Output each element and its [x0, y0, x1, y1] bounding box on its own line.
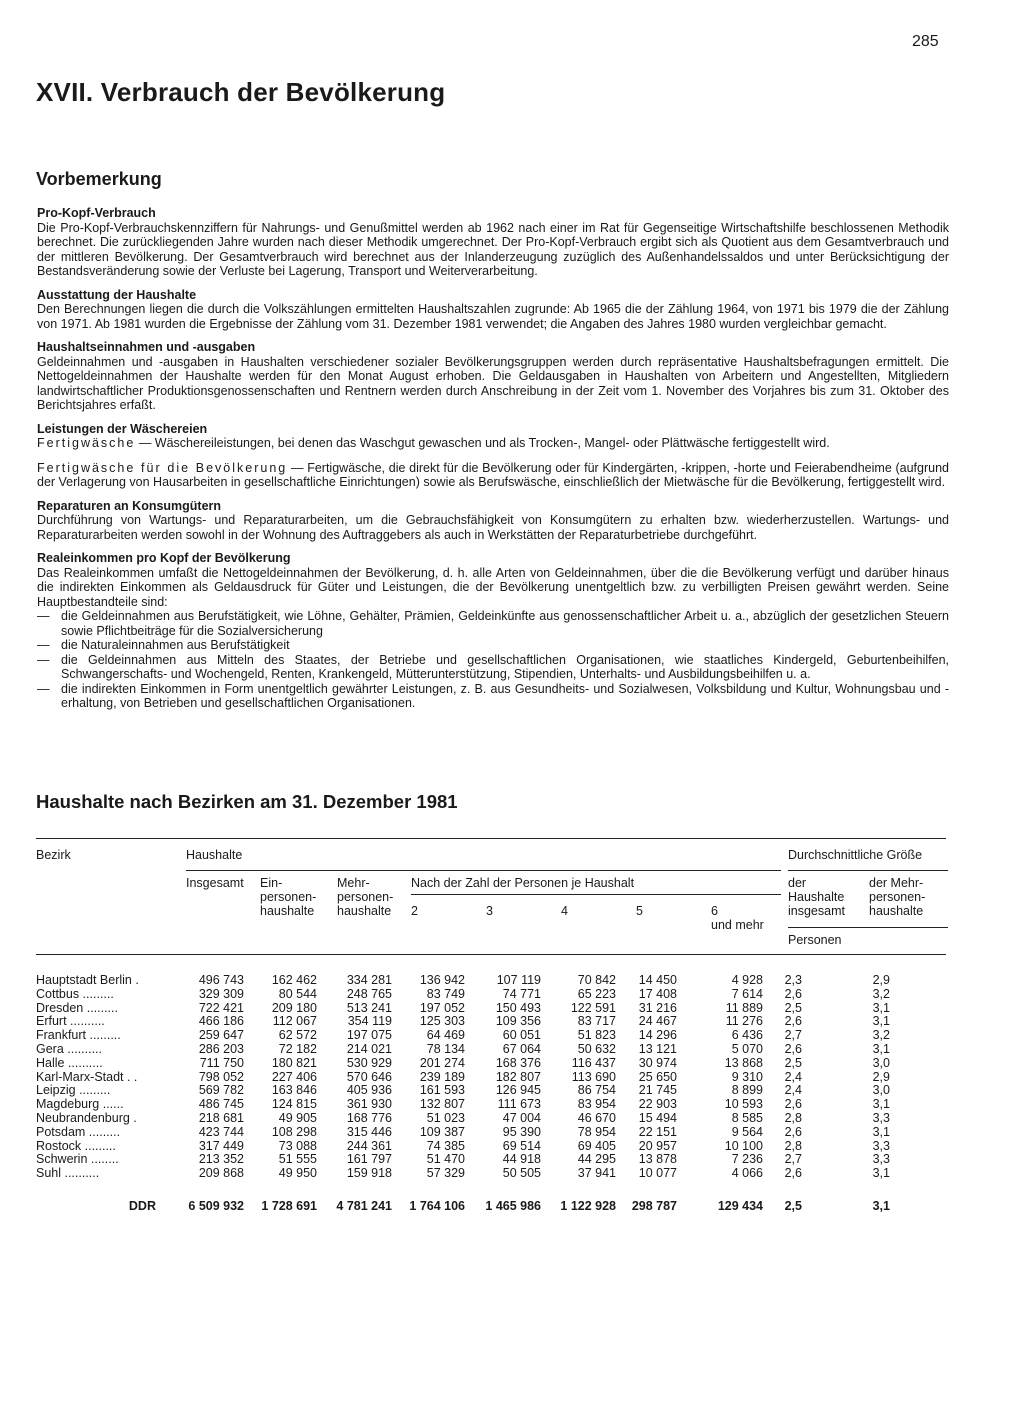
cell-avg-mehr: 3,3	[872, 1138, 890, 1153]
cell-avg-all: 2,8	[784, 1138, 802, 1153]
cell-p2: 51 470	[426, 1152, 465, 1167]
list-item: — die indirekten Einkommen in Form unentgeltlich gewährter Leistungen, z. B. aus Gesundheits- und Sozialwesen, Volksbildung und Kultur, Wohnungsbau und -erhaltung, von Betrieben und gesellschaftlichen Organisationen.	[37, 682, 949, 711]
cell-p3: 109 356	[495, 1014, 541, 1029]
cell-p3: 126 945	[495, 1083, 541, 1098]
cell-p6: 10 100	[724, 1138, 763, 1153]
cell-avg-all: 2,8	[784, 1110, 802, 1125]
cell-p5: 22 903	[638, 1097, 677, 1112]
col-header-d2: Haushalte	[788, 890, 845, 904]
cell-p3: 47 004	[502, 1110, 541, 1125]
cell-bezirk: Cottbus .........	[36, 986, 114, 1001]
cell-p6: 9 564	[731, 1124, 763, 1139]
cell-avg-all: 2,6	[784, 1124, 802, 1139]
col-header-durchschnitt: Durchschnittliche Größe	[788, 848, 923, 862]
note-ausstattung	[37, 288, 949, 332]
cell-p3: 74 771	[502, 986, 541, 1001]
table-row	[36, 1084, 948, 1098]
cell-p5: 22 151	[638, 1124, 677, 1139]
cell-p6: 4 066	[731, 1166, 763, 1181]
cell-p5: 13 878	[638, 1152, 677, 1167]
cell-p5: 24 467	[638, 1014, 677, 1029]
cell-avg-mehr: 3,0	[872, 1083, 890, 1098]
col-header-p4: 4	[561, 904, 568, 918]
cell-bezirk: Schwerin ........	[36, 1152, 119, 1167]
cell-p4: 83 717	[577, 1014, 616, 1029]
cell-avg-mehr: 3,1	[872, 1166, 890, 1181]
cell-avg-mehr: 3,2	[872, 986, 890, 1001]
term-definition: — Wäschereileistungen, bei denen das Waschgut gewaschen und als Trocken-, Mangel- oder Plättwäsche fertiggestellt wird.	[135, 436, 830, 450]
cell-bezirk: Suhl ..........	[36, 1166, 100, 1181]
col-header-p3: 3	[486, 904, 493, 918]
cell-p6: 11 276	[725, 1014, 763, 1029]
table-row	[36, 1167, 948, 1181]
cell-bezirk: Halle ..........	[36, 1055, 103, 1070]
cell-p3: 50 505	[502, 1166, 541, 1181]
col-header-personen: Personen	[788, 933, 842, 947]
list-item: — die Geldeinnahmen aus Mitteln des Staates, der Betriebe und gesellschaftlichen Organisationen, wie staatliches Kindergeld, Geburtenbeihilfen, Schwangerschafts- und Wochengeld, Renten, Krankengeld, Mütterunterstützung, Stipendien, Unterhalts- und Ausbildungsbeihilfen u. a.	[37, 653, 949, 682]
cell-mehrpersonen: 214 021	[346, 1041, 392, 1056]
table-row	[36, 1002, 948, 1016]
col-header-d1: der	[788, 876, 807, 890]
cell-avg-mehr: 3,2	[872, 1028, 890, 1043]
table-row	[36, 1015, 948, 1029]
cell-insgesamt: 329 309	[198, 986, 244, 1001]
col-header-ein: Ein-	[260, 876, 283, 890]
cell-avg-all: 2,4	[784, 1069, 802, 1084]
list-item: — die Naturaleinnahmen aus Berufstätigkeit	[37, 638, 949, 653]
cell-avg-mehr: 3,3	[872, 1110, 890, 1125]
note-text	[37, 461, 949, 490]
cell-p4: 116 437	[571, 1055, 616, 1070]
cell-bezirk: Neubrandenburg .	[36, 1110, 137, 1125]
cell-insgesamt: 317 449	[198, 1138, 244, 1153]
col-header-p2: 2	[411, 904, 418, 918]
cell-p4: 113 690	[571, 1069, 616, 1084]
cell-p5: 15 494	[638, 1110, 677, 1125]
cell-p2: 136 942	[419, 973, 465, 987]
cell-avg-all: 2,7	[784, 1152, 802, 1167]
cell-p3: 107 119	[496, 973, 541, 987]
cell-p2: 161 593	[419, 1083, 465, 1098]
total-avg-all: 2,5	[784, 1199, 802, 1213]
cell-p6: 11 889	[725, 1000, 763, 1015]
cell-p2: 132 807	[419, 1097, 465, 1112]
cell-p4: 78 954	[577, 1124, 616, 1139]
total-p2: 1 764 106	[409, 1199, 465, 1213]
cell-p2: 74 385	[426, 1138, 465, 1153]
note-text: Die Pro-Kopf-Verbrauchskennziffern für Nahrungs- und Genußmittel werden ab 1962 nach einer im Rat für Gegenseitige Wirtschaftshilfe beschlossenen Methodik berechnet. Die zurückliegenden Jahre wurden nach dieser Methodik umgerechnet. Der Pro-Kopf-Verbrauch ergibt sich als Quotient aus dem Gesamtverbrauch und der mittleren Bevölkerung. Der Gesamtverbrauch wird berechnet aus der Inlanderzeugung zuzüglich des Außenhandelssaldos und unter Berücksichtigung der Bestandsveränderung sowie der Verluste bei Lagerung, Transport und Weiterverarbeitung.	[37, 220, 949, 278]
cell-p3: 69 514	[502, 1138, 541, 1153]
col-header-p6b: und mehr	[711, 918, 764, 932]
col-header-insgesamt: Insgesamt	[186, 876, 244, 890]
table-row	[36, 1071, 948, 1085]
col-header-bezirk: Bezirk	[36, 848, 71, 862]
table-title: Haushalte nach Bezirken am 31. Dezember 1981	[36, 791, 458, 812]
note-text: Den Berechnungen liegen die durch die Volkszählungen ermittelten Haushaltszahlen zugrunde: Ab 1965 die der Zählung 1964, von 1971 bis 1979 die der Zählung von 1971. Ab 1981 wurden die Ergebnisse der Zählung vom 31. Dezember 1981 verwendet; die Angaben des Jahres 1980 wurden vergleichbar gemacht.	[37, 302, 949, 331]
table-row	[36, 988, 948, 1002]
cell-insgesamt: 259 647	[198, 1028, 244, 1043]
note-pro-kopf	[37, 206, 949, 279]
cell-avg-mehr: 2,9	[872, 973, 890, 987]
cell-p6: 6 436	[731, 1028, 763, 1043]
cell-insgesamt: 722 421	[198, 1000, 244, 1015]
cell-p3: 60 051	[502, 1028, 541, 1043]
cell-p2: 125 303	[419, 1014, 465, 1029]
cell-mehrpersonen: 570 646	[346, 1069, 392, 1084]
cell-mehrpersonen: 354 119	[347, 1014, 392, 1029]
chapter-title: XVII. Verbrauch der Bevölkerung	[36, 77, 446, 107]
cell-einpersonen: 73 088	[278, 1138, 317, 1153]
cell-p4: 70 842	[577, 973, 616, 987]
note-text	[37, 436, 949, 451]
cell-einpersonen: 227 406	[271, 1069, 317, 1084]
cell-p4: 122 591	[570, 1000, 616, 1015]
col-header-nach-zahl: Nach der Zahl der Personen je Haushalt	[411, 876, 635, 890]
cell-avg-all: 2,5	[784, 1055, 802, 1070]
cell-insgesamt: 486 745	[198, 1097, 244, 1112]
cell-p2: 64 469	[426, 1028, 465, 1043]
col-header-mehr: Mehr-	[337, 876, 370, 890]
total-p3: 1 465 986	[485, 1199, 541, 1213]
personen-rule	[788, 927, 948, 928]
haushalte-rule	[186, 870, 781, 871]
cell-avg-all: 2,7	[784, 1028, 802, 1043]
table-row	[36, 974, 948, 988]
cell-einpersonen: 180 821	[271, 1055, 317, 1070]
note-text: Geldeinnahmen und -ausgaben in Haushalten verschiedener sozialer Bevölkerungsgruppen werden durch repräsentative Haushaltsbefragungen ermittelt. Die Nettogeldeinnahmen der Haushalte werden für den Monat August erhoben. Die Geldausgaben in Haushalten von Arbeitern und Angestellten, Mitgliedern landwirtschaftlicher Produktionsgenossenschaften und Rentnern werden durch Anschreibung in der Zeit vom 1. November des Vorjahres bis zum 31. Oktober des Berichtsjahres erfaßt.	[37, 354, 949, 412]
cell-bezirk: Potsdam .........	[36, 1124, 121, 1139]
cell-einpersonen: 162 462	[271, 973, 317, 987]
cell-avg-mehr: 3,3	[872, 1152, 890, 1167]
cell-bezirk: Frankfurt .........	[36, 1028, 121, 1043]
cell-p4: 86 754	[577, 1083, 616, 1098]
table-row	[36, 1153, 948, 1167]
cell-p4: 46 670	[577, 1110, 616, 1125]
table-row	[36, 1043, 948, 1057]
total-p6: 129 434	[717, 1199, 763, 1213]
cell-p4: 51 823	[577, 1028, 616, 1043]
cell-p3: 111 673	[497, 1097, 541, 1112]
cell-insgesamt: 286 203	[198, 1041, 244, 1056]
cell-p6: 10 593	[724, 1097, 763, 1112]
note-heading: Realeinkommen pro Kopf der Bevölkerung	[37, 551, 291, 565]
cell-avg-mehr: 3,1	[872, 1041, 890, 1056]
cell-p5: 17 408	[638, 986, 677, 1001]
table-row	[36, 1112, 948, 1126]
table-top-rule	[36, 838, 946, 839]
cell-p2: 197 052	[419, 1000, 465, 1015]
cell-bezirk: Rostock .........	[36, 1138, 116, 1153]
note-realeinkommen	[37, 551, 949, 711]
table-row	[36, 1140, 948, 1154]
cell-insgesamt: 569 782	[198, 1083, 244, 1098]
cell-insgesamt: 466 186	[198, 1014, 244, 1029]
cell-mehrpersonen: 530 929	[346, 1055, 392, 1070]
cell-p6: 7 236	[731, 1152, 763, 1167]
table-row	[36, 1057, 948, 1071]
header-bottom-rule	[36, 954, 946, 955]
total-avg-mehr: 3,1	[872, 1199, 890, 1213]
total-einpersonen: 1 728 691	[261, 1199, 317, 1213]
note-heading: Ausstattung der Haushalte	[37, 287, 197, 302]
cell-p4: 37 941	[577, 1166, 616, 1181]
note-waeschereien	[37, 422, 949, 490]
cell-avg-mehr: 3,1	[872, 1097, 890, 1112]
cell-insgesamt: 213 352	[198, 1152, 244, 1167]
col-header-mehr3: haushalte	[337, 904, 392, 918]
durchschnitt-rule	[788, 870, 948, 871]
cell-p5: 14 296	[638, 1028, 677, 1043]
total-mehrpersonen: 4 781 241	[336, 1199, 392, 1213]
col-header-ein2: personen-	[260, 890, 317, 904]
cell-p3: 44 918	[502, 1152, 541, 1167]
cell-p6: 4 928	[731, 973, 763, 987]
cell-mehrpersonen: 244 361	[346, 1138, 392, 1153]
cell-mehrpersonen: 315 446	[346, 1124, 392, 1139]
cell-mehrpersonen: 161 797	[346, 1152, 392, 1167]
cell-insgesamt: 798 052	[198, 1069, 244, 1084]
cell-avg-mehr: 3,1	[872, 1014, 890, 1029]
cell-p6: 8 899	[731, 1083, 763, 1098]
cell-mehrpersonen: 361 930	[346, 1097, 392, 1112]
cell-p4: 44 295	[577, 1152, 616, 1167]
cell-einpersonen: 124 815	[271, 1097, 317, 1112]
cell-einpersonen: 49 905	[278, 1110, 317, 1125]
cell-p5: 10 077	[638, 1166, 677, 1181]
cell-bezirk: Hauptstadt Berlin .	[36, 973, 139, 987]
cell-einpersonen: 72 182	[278, 1041, 317, 1056]
component-list	[37, 609, 949, 711]
cell-p5: 20 957	[638, 1138, 677, 1153]
cell-insgesamt: 711 750	[199, 1055, 244, 1070]
cell-p6: 9 310	[731, 1069, 763, 1084]
note-text: Das Realeinkommen umfaßt die Nettogeldeinnahmen der Bevölkerung, d. h. alle Arten von Geldeinnahmen, über die die Bevölkerung verfügt und darüber hinaus die indirekten Einkommen als Geldausdruck für Güter und Leistungen, die der Bevölkerung unentgeltlich bzw. zu verbilligten Preisen gewährt werden. Seine Hauptbestandteile sind:	[37, 565, 949, 609]
cell-p3: 182 807	[495, 1069, 541, 1084]
cell-avg-all: 2,3	[784, 973, 802, 987]
cell-avg-mehr: 3,1	[872, 1000, 890, 1015]
cell-mehrpersonen: 168 776	[346, 1110, 392, 1125]
nach-zahl-rule	[411, 894, 781, 895]
cell-insgesamt: 218 681	[198, 1110, 244, 1125]
cell-bezirk: Dresden .........	[36, 1000, 118, 1015]
cell-insgesamt: 209 868	[198, 1166, 244, 1181]
cell-avg-all: 2,6	[784, 1097, 802, 1112]
cell-einpersonen: 108 298	[271, 1124, 317, 1139]
cell-mehrpersonen: 334 281	[346, 973, 392, 987]
cell-bezirk: Magdeburg ......	[36, 1097, 124, 1112]
term: Fertigwäsche für die Bevölkerung	[37, 460, 288, 475]
cell-avg-all: 2,6	[784, 1166, 802, 1181]
cell-bezirk: Leipzig .........	[36, 1083, 111, 1098]
note-heading: Reparaturen an Konsumgütern	[37, 498, 222, 513]
cell-einpersonen: 163 846	[271, 1083, 317, 1098]
cell-p5: 13 121	[638, 1041, 677, 1056]
cell-insgesamt: 496 743	[198, 973, 244, 987]
cell-einpersonen: 62 572	[278, 1028, 317, 1043]
cell-mehrpersonen: 248 765	[346, 986, 392, 1001]
cell-mehrpersonen: 197 075	[346, 1028, 392, 1043]
cell-p5: 31 216	[638, 1000, 677, 1015]
cell-p2: 109 387	[419, 1124, 465, 1139]
term: Fertigwäsche	[37, 436, 136, 450]
total-insgesamt: 6 509 932	[188, 1199, 244, 1213]
cell-p6: 8 585	[731, 1110, 763, 1125]
cell-p3: 67 064	[502, 1041, 541, 1056]
cell-mehrpersonen: 159 918	[346, 1166, 392, 1181]
cell-bezirk: Gera ..........	[36, 1041, 102, 1056]
total-p5: 298 787	[631, 1199, 677, 1213]
cell-p4: 65 223	[577, 986, 616, 1001]
cell-p5: 25 650	[638, 1069, 677, 1084]
cell-p3: 95 390	[502, 1124, 541, 1139]
table-row	[36, 1098, 948, 1112]
col-header-ein3: haushalte	[260, 904, 315, 918]
cell-einpersonen: 112 067	[272, 1014, 317, 1029]
cell-mehrpersonen: 513 241	[346, 1000, 392, 1015]
cell-avg-all: 2,4	[784, 1083, 802, 1098]
note-text: Durchführung von Wartungs- und Reparaturarbeiten, um die Gebrauchsfähigkeit von Konsumgütern zu erhalten bzw. wiederherzustellen. Wartungs- und Reparaturarbeiten werden sowohl in der Wohnung des Auftraggebers als auch in Werkstätten der Reparaturbetriebe durchgeführt.	[37, 513, 949, 542]
cell-einpersonen: 209 180	[271, 1000, 317, 1015]
col-header-mehr2: personen-	[337, 890, 394, 904]
cell-p5: 21 745	[638, 1083, 677, 1098]
cell-avg-all: 2,6	[784, 986, 802, 1001]
col-header-dm1: der Mehr-	[869, 876, 924, 890]
note-heading: Haushaltseinnahmen und -ausgaben	[37, 340, 256, 354]
cell-p5: 14 450	[638, 973, 677, 987]
cell-p4: 50 632	[577, 1041, 616, 1056]
cell-avg-mehr: 3,0	[872, 1055, 890, 1070]
section-heading: Vorbemerkung	[36, 169, 162, 189]
col-header-p5: 5	[636, 904, 643, 918]
total-bezirk: DDR	[128, 1199, 156, 1213]
cell-p2: 239 189	[419, 1069, 465, 1084]
table-row	[36, 1029, 948, 1043]
cell-p3: 168 376	[495, 1055, 541, 1070]
cell-p4: 83 954	[577, 1097, 616, 1112]
cell-insgesamt: 423 744	[198, 1124, 244, 1139]
cell-p5: 30 974	[638, 1055, 677, 1070]
cell-p6: 13 868	[724, 1055, 763, 1070]
col-header-p6: 6	[711, 904, 718, 918]
note-heading: Pro-Kopf-Verbrauch	[37, 206, 156, 220]
cell-einpersonen: 80 544	[278, 986, 317, 1001]
cell-p2: 57 329	[426, 1166, 465, 1181]
cell-p2: 83 749	[426, 986, 465, 1001]
col-header-dm2: personen-	[869, 890, 926, 904]
cell-p4: 69 405	[577, 1138, 616, 1153]
cell-avg-mehr: 3,1	[872, 1124, 890, 1139]
cell-einpersonen: 49 950	[278, 1166, 317, 1181]
col-header-d3: insgesamt	[788, 904, 845, 918]
cell-avg-all: 2,6	[784, 1014, 802, 1029]
cell-einpersonen: 51 555	[278, 1152, 317, 1167]
cell-p2: 51 023	[426, 1110, 465, 1125]
total-p4: 1 122 928	[560, 1199, 616, 1213]
term-definition: — Fertigwäsche, die direkt für die Bevölkerung oder für Kindergärten, -krippen, -horte und Feierabendheime (aufgrund der Verlagerung von Hausarbeiten in gesellschaftliche Einrichtungen) sowie als Berufswäsche, einschließlich der Mietwäsche für die Bevölkerung, fertiggestellt wird.	[37, 460, 949, 489]
cell-bezirk: Karl-Marx-Stadt . .	[36, 1069, 138, 1084]
note-reparaturen	[37, 499, 949, 543]
cell-p2: 78 134	[426, 1041, 465, 1056]
cell-mehrpersonen: 405 936	[346, 1083, 392, 1098]
table-row	[36, 1126, 948, 1140]
table-total-row	[36, 1199, 948, 1213]
col-header-dm3: haushalte	[869, 904, 924, 918]
note-haushaltseinnahmen	[37, 340, 949, 413]
page-number: 285	[912, 33, 939, 50]
cell-avg-all: 2,6	[784, 1041, 802, 1056]
list-item: — die Geldeinnahmen aus Berufstätigkeit, wie Löhne, Gehälter, Prämien, Geldeinkünfte aus genossenschaftlicher Arbeit u. a., abzüglich der gesetzlichen Steuern sowie Pflichtbeiträge für die Sozialversicherung	[37, 609, 949, 638]
cell-avg-all: 2,5	[784, 1000, 802, 1015]
cell-p6: 7 614	[731, 986, 763, 1001]
cell-bezirk: Erfurt ..........	[36, 1014, 105, 1029]
notes-section	[37, 206, 949, 720]
cell-p6: 5 070	[731, 1041, 763, 1056]
cell-avg-mehr: 2,9	[872, 1069, 890, 1084]
table-body	[36, 974, 948, 1181]
cell-p3: 150 493	[495, 1000, 541, 1015]
cell-p2: 201 274	[419, 1055, 465, 1070]
col-header-haushalte: Haushalte	[186, 848, 243, 862]
note-heading: Leistungen der Wäschereien	[37, 421, 208, 436]
